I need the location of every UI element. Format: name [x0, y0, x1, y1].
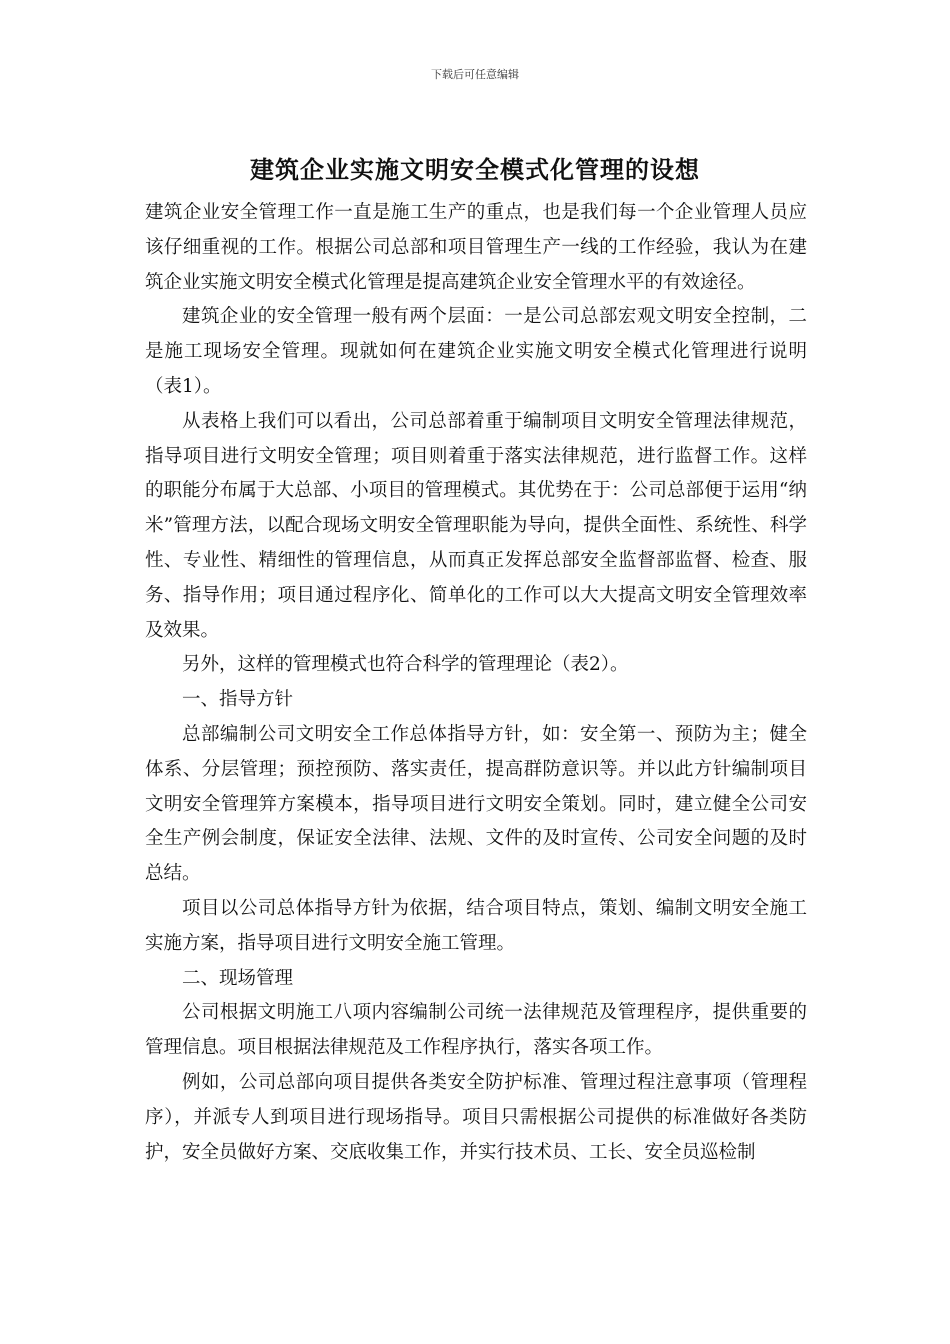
- document-body: [145, 196, 807, 1170]
- section-heading: 一、指导方针: [182, 689, 294, 711]
- paragraph: 公司根据文明施工八项内容编制公司统一法律规范及管理程序，提供重要的管理信息。项目根据法律规范及工作程序执行，落实各项工作。: [145, 1002, 807, 1059]
- paragraph: 总部编制公司文明安全工作总体指导方针，如：安全第一、预防为主；健全体系、分层管理；预控预防、落实责任，提高群防意识等。并以此方针编制项目文明安全管理笄方案模本，指导项目进行文明安全策划。同时，建立健全公司安全生产例会制度，保证安全法律、法规、文件的及时宣传、公司安全问题的及时总结。: [145, 723, 807, 885]
- paragraph: 从表格上我们可以看出，公司总部着重于编制项目文明安全管理法律规范，指导项目进行文明安全管理；项目则着重于落实法律规范，进行监督工作。这样的职能分布属于大总部、小项目的管理模式。其优势在于：公司总部便于运用“纳米”管理方法，以配合现场文明安全管理职能为导向，提供全面性、系统性、科学性、专业性、精细性的管理信息，从而真正发挥总部安全监督部监督、检查、服务、指导作用；项目通过程序化、简单化的工作可以大大提高文明安全管理效率及效果。: [145, 410, 807, 641]
- section-heading: 二、现场管理: [182, 967, 294, 989]
- paragraph: 建筑企业安全管理工作一直是施工生产的重点，也是我们每一个企业管理人员应该仔细重视的工作。根据公司总部和项目管理生产一线的工作经验，我认为在建筑企业实施文明安全模式化管理是提高建筑企业安全管理水平的有效途径。: [145, 202, 807, 293]
- paragraph: 另外，这样的管理模式也符合科学的管理理论（表2）。: [182, 654, 629, 676]
- paragraph: 建筑企业的安全管理一般有两个层面：一是公司总部宏观文明安全控制，二是施工现场安全管理。现就如何在建筑企业实施文明安全模式化管理进行说明（表1）。: [145, 306, 807, 397]
- paragraph: 例如，公司总部向项目提供各类安全防护标准、管理过程注意事项（管理程序），并派专人到项目进行现场指导。项目只需根据公司提供的标准做好各类防护，安全员做好方案、交底收集工作，并实行技术员、工长、安全员巡检制: [145, 1071, 807, 1163]
- page-header: 下载后可任意编辑: [431, 68, 519, 81]
- document-title: 建筑企业实施文明安全模式化管理的设想: [250, 155, 700, 184]
- paragraph: 项目以公司总体指导方针为依据，结合项目特点，策划、编制文明安全施工实施方案，指导项目进行文明安全施工管理。: [145, 897, 807, 954]
